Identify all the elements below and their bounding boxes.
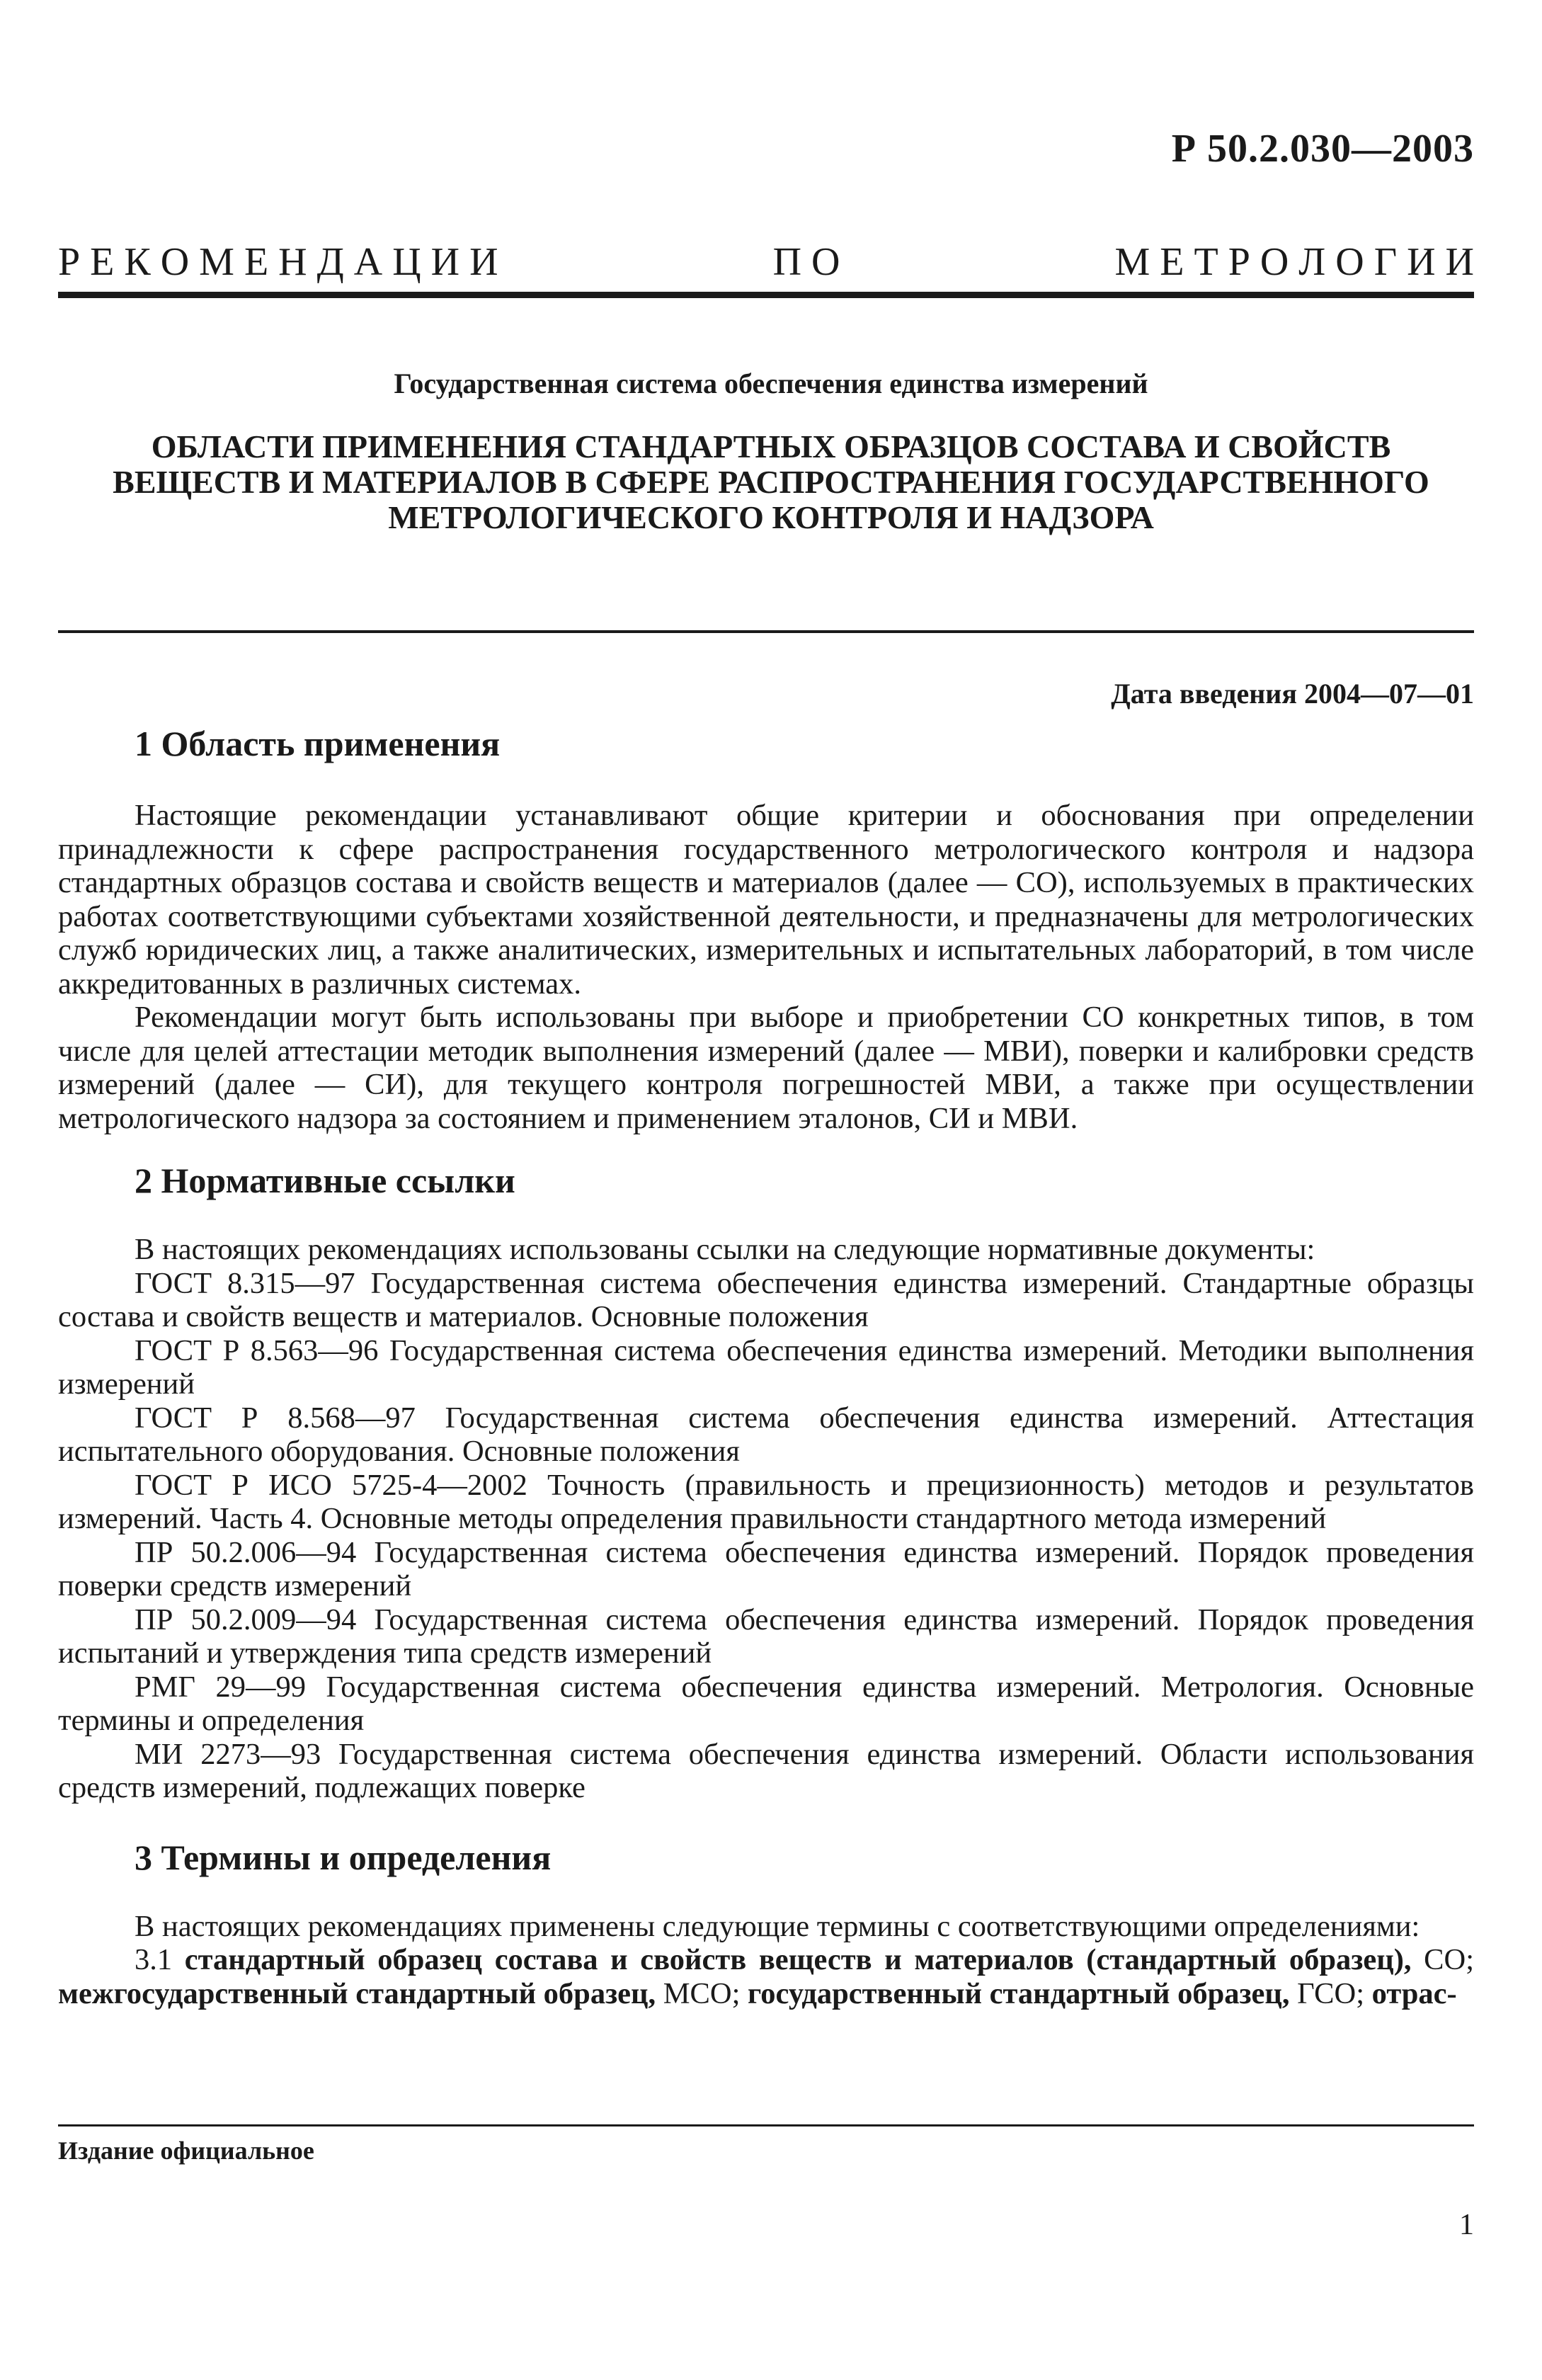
normative-reference: ГОСТ Р ИСО 5725-4—2002 Точность (правильность и прецизионность) методов и результатов измерений. Часть 4. Основные методы определения правильности стандартного метода измерений — [58, 1468, 1474, 1535]
term-abbreviation: СО; — [1424, 1943, 1475, 1976]
banner-word-1: Р Е К О М Е Н Д А Ц И И — [58, 240, 498, 284]
title-line-2: ВЕЩЕСТВ И МАТЕРИАЛОВ В СФЕРЕ РАСПРОСТРАНЕНИЯ ГОСУДАРСТВЕННОГО — [113, 464, 1429, 500]
official-edition-label: Издание официальное — [58, 2136, 314, 2165]
introduction-date: Дата введения 2004—07—01 — [1111, 678, 1474, 710]
normative-reference: ГОСТ Р 8.563—96 Государственная система обеспечения единства измерений. Методики выполнения измерений — [58, 1333, 1474, 1401]
title-line-1: ОБЛАСТИ ПРИМЕНЕНИЯ СТАНДАРТНЫХ ОБРАЗЦОВ СОСТАВА И СВОЙСТВ — [151, 428, 1391, 465]
title-line-3: МЕТРОЛОГИЧЕСКОГО КОНТРОЛЯ И НАДЗОРА — [388, 499, 1154, 535]
normative-reference: ПР 50.2.009—94 Государственная система обеспечения единства измерений. Порядок проведения испытаний и утверждения типа средств измерений — [58, 1602, 1474, 1670]
section-1-heading: 1 Область применения — [135, 724, 501, 763]
section-2-intro: В настоящих рекомендациях использованы ссылки на следующие нормативные документы: — [135, 1233, 1315, 1266]
normative-reference: ПР 50.2.006—94 Государственная система обеспечения единства измерений. Порядок проведения поверки средств измерений — [58, 1535, 1474, 1602]
section-3-intro: В настоящих рекомендациях применены следующие термины с соответствующими определениями: — [135, 1909, 1420, 1943]
term-name: межгосударственный стандартный образец, — [58, 1976, 656, 2010]
normative-reference: ГОСТ Р 8.568—97 Государственная система обеспечения единства измерений. Аттестация испытательного оборудования. Основные положения — [58, 1401, 1474, 1468]
term-number: 3.1 — [135, 1943, 173, 1976]
section-3-heading: 3 Термины и определения — [135, 1837, 552, 1877]
system-title: Государственная система обеспечения единства измерений — [394, 368, 1148, 399]
section-2-heading: 2 Нормативные ссылки — [135, 1161, 515, 1200]
term-abbreviation: ГСО; — [1297, 1976, 1365, 2010]
section-1-paragraph: Настоящие рекомендации устанавливают общие критерии и обоснования при определении принадлежности к сфере распространения государственного метрологического контроля и надзора стандартных образцов состава и свойств веществ и материалов (далее — СО), используемых в практических работах соответствующими субъектами хозяйственной деятельности, и предназначены для метрологических служб юридических лиц, а также аналитических, измерительных и испытательных лабораторий, в том числе аккредитованных в различных системах. — [58, 799, 1474, 1001]
term-3-1 — [58, 1943, 1474, 2010]
recommendations-banner — [58, 239, 1474, 285]
page-number: 1 — [1459, 2209, 1474, 2241]
normative-reference: РМГ 29—99 Государственная система обеспечения единства измерений. Метрология. Основные термины и определения — [58, 1670, 1474, 1737]
footer-rule — [58, 2124, 1474, 2126]
normative-reference: МИ 2273—93 Государственная система обеспечения единства измерений. Области использования средств измерений, подлежащих поверке — [58, 1737, 1474, 1804]
document-body — [58, 721, 1474, 2010]
term-name: стандартный образец состава и свойств веществ и материалов (стандартный образец), — [184, 1943, 1412, 1976]
header-rule — [58, 292, 1474, 298]
title-rule — [58, 630, 1474, 633]
document-title — [85, 429, 1457, 535]
document-number: Р 50.2.030—2003 — [1171, 127, 1474, 171]
banner-word-2: П О — [772, 240, 840, 284]
banner-word-3: М Е Т Р О Л О Г И И — [1114, 240, 1474, 284]
term-name: отрас- — [1371, 1976, 1457, 2010]
normative-reference: ГОСТ 8.315—97 Государственная система обеспечения единства измерений. Стандартные образцы состава и свойств веществ и материалов. Основные положения — [58, 1266, 1474, 1333]
section-1-paragraph: Рекомендации могут быть использованы при выборе и приобретении СО конкретных типов, в том числе для целей аттестации методик выполнения измерений (далее — МВИ), поверки и калибровки средств измерений (далее — СИ), для текущего контроля погрешностей МВИ, а также при осуществлении метрологического надзора за состоянием и применением эталонов, СИ и МВИ. — [58, 1001, 1474, 1135]
term-abbreviation: МСО; — [663, 1976, 741, 2010]
term-name: государственный стандартный образец, — [748, 1976, 1290, 2010]
